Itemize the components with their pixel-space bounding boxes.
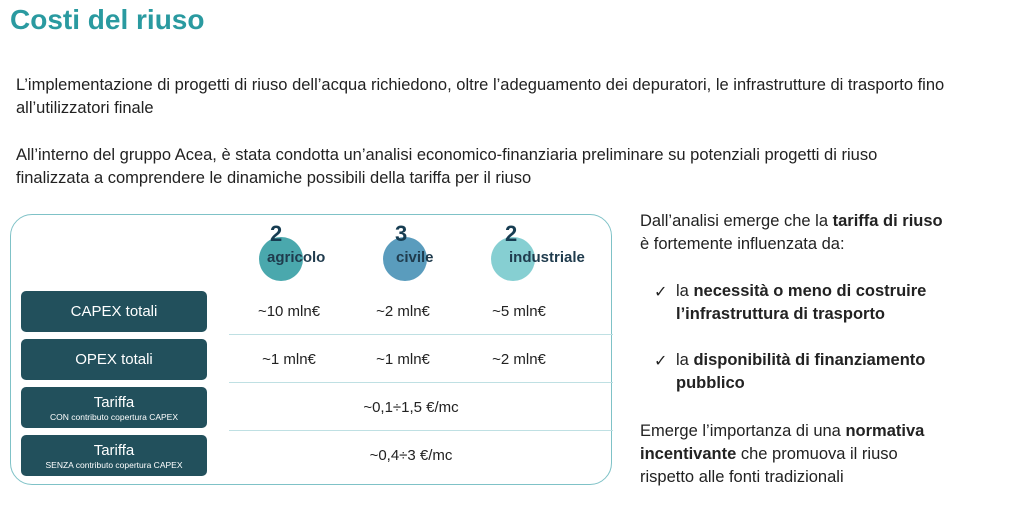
side-intro-a: Dall’analisi emerge che la [640, 212, 833, 230]
outro-e: rispetto alle fonti tradizionali [640, 468, 844, 486]
cost-table-panel [10, 214, 612, 485]
bullet2-c: pubblico [676, 374, 745, 392]
row-divider [229, 334, 613, 335]
opex-civile: ~1 mln€ [376, 351, 430, 368]
side-bullet-1 [676, 280, 1006, 326]
bullet1-a: la [676, 282, 694, 300]
row-label-capex [21, 291, 207, 332]
capex-agricolo: ~10 mln€ [257, 303, 321, 320]
row-label-opex-text: OPEX totali [75, 351, 153, 368]
side-intro-b: tariffa di riuso [832, 212, 943, 230]
agricolo-label: agricolo [267, 249, 326, 266]
intro-paragraph-2 [16, 144, 1006, 190]
opex-industriale: ~2 mln€ [492, 351, 546, 368]
page-title: Costi del riuso [10, 4, 205, 35]
row-label-capex-text: CAPEX totali [70, 303, 158, 320]
intro-paragraph-2-line-1: All’interno del gruppo Acea, è stata condotta un’analisi economico-finanziaria preliminare su potenziali progetti di riuso [16, 146, 878, 164]
tariffa-senza-value: ~0,4÷3 €/mc [369, 447, 453, 464]
row-label-tariffa-senza [21, 435, 207, 476]
outro-d: che promuova il riuso [736, 445, 898, 463]
industriale-label: industriale [509, 249, 585, 266]
side-intro-c: è fortemente influenzata da: [640, 235, 845, 253]
row-label-tariffa-con-sub: CON contributo copertura CAPEX [49, 411, 179, 422]
outro-a: Emerge l’importanza di una [640, 422, 846, 440]
row-divider [229, 382, 613, 383]
opex-agricolo: ~1 mln€ [262, 351, 316, 368]
row-label-opex [21, 339, 207, 380]
industriale-count: 2 [505, 221, 518, 246]
side-bullet-2 [676, 349, 1006, 395]
bullet1-c: l’infrastruttura di trasporto [676, 305, 886, 323]
row-divider [229, 430, 613, 431]
row-label-tariffa-con-text: Tariffa [93, 393, 135, 411]
row-label-tariffa-senza-sub: SENZA contributo copertura CAPEX [45, 459, 183, 470]
bullet2-b: disponibilità di finanziamento [693, 351, 926, 369]
side-intro [640, 210, 1000, 256]
capex-civile: ~2 mln€ [376, 303, 430, 320]
tariffa-con-value: ~0,1÷1,5 €/mc [363, 399, 459, 416]
side-outro [640, 420, 1000, 489]
bullet1-b: necessità o meno di costruire [693, 282, 927, 300]
outro-c: incentivante [640, 445, 737, 463]
check-icon: ✓ [654, 284, 668, 301]
bullet2-a: la [676, 351, 694, 369]
civile-count: 3 [395, 221, 408, 246]
intro-paragraph-1: L’implementazione di progetti di riuso dell’acqua richiedono, oltre l’adeguamento dei depuratori, le infrastrutture di trasporto fino all’utilizzatori finale [16, 76, 945, 117]
intro-paragraph-2-line-2: finalizzata a comprendere le dinamiche possibili della tariffa per il riuso [16, 169, 532, 187]
capex-industriale: ~5 mln€ [492, 303, 546, 320]
outro-b: normativa [845, 422, 925, 440]
row-label-tariffa-senza-text: Tariffa [93, 441, 135, 459]
civile-label: civile [396, 249, 434, 266]
check-icon: ✓ [654, 353, 668, 370]
row-label-tariffa-con [21, 387, 207, 428]
agricolo-count: 2 [270, 221, 283, 246]
